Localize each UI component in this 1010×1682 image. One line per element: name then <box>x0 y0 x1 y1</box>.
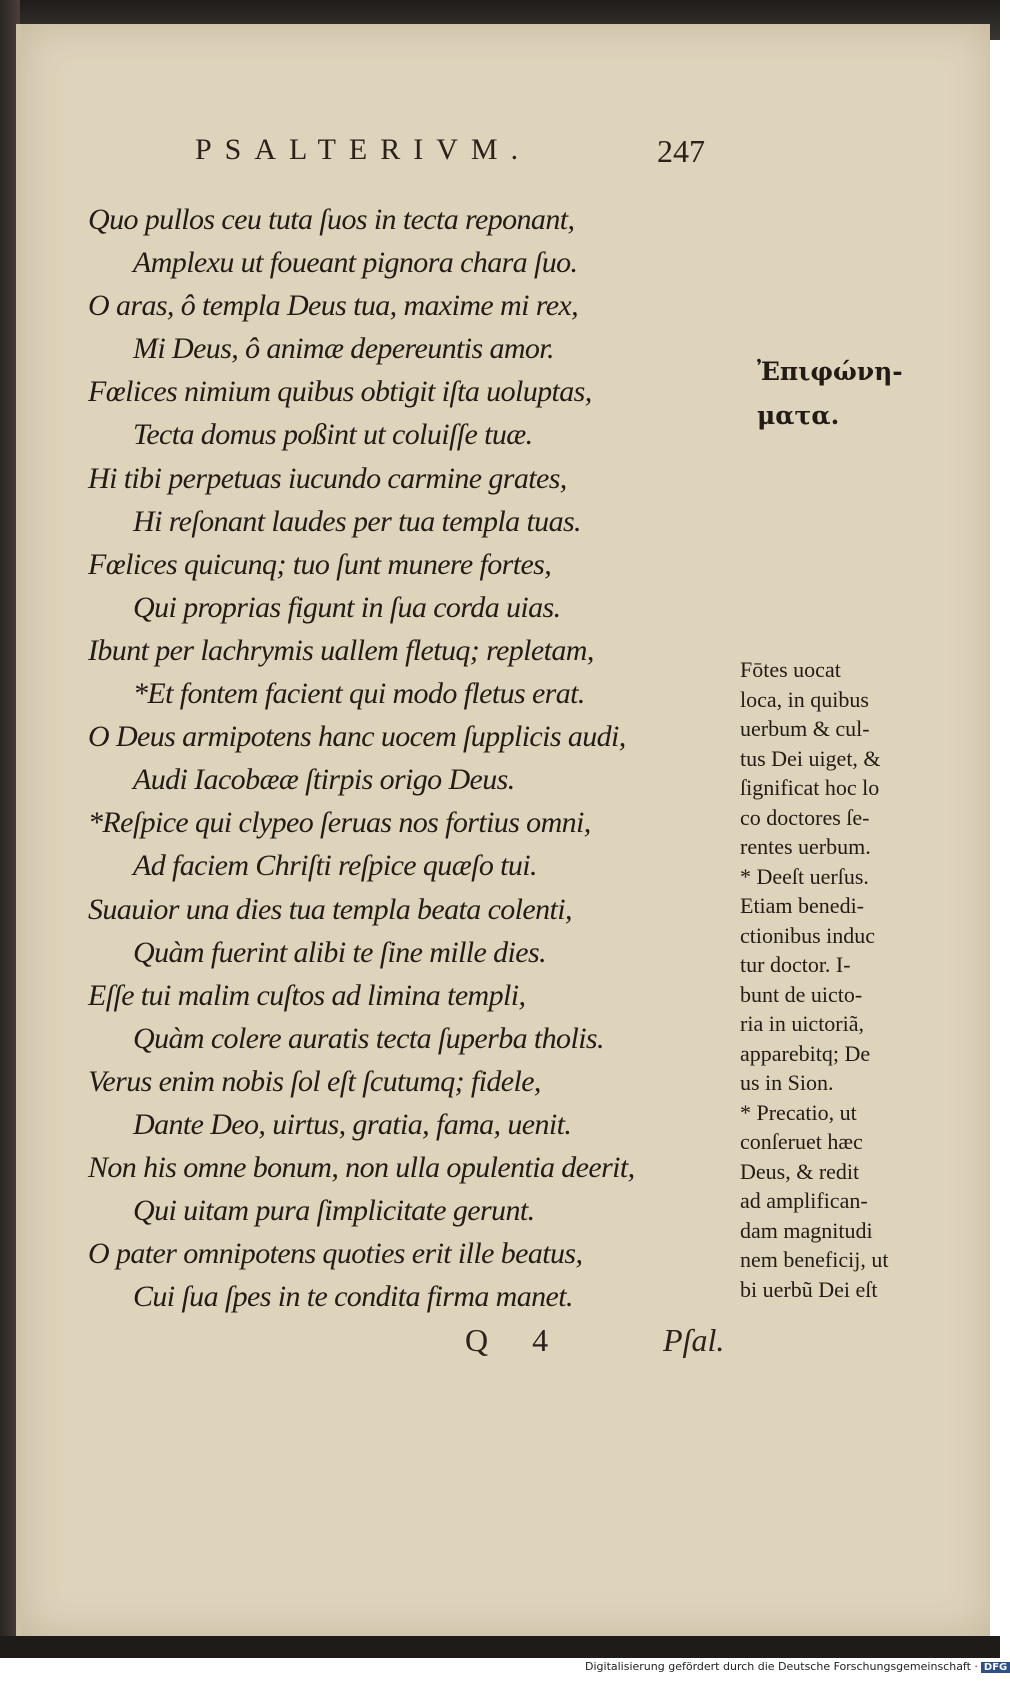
catchword: Pſal. <box>663 1322 725 1358</box>
verse-line: O Deus armipotens hanc uocem ſupplicis audi, <box>88 720 626 754</box>
verse-line: Amplexu ut foueant pignora chara ſuo. <box>133 246 578 280</box>
verse-line: Verus enim nobis ſol eſt ſcutumq; fidele, <box>88 1064 541 1098</box>
page-number: 247 <box>657 133 705 169</box>
verse-line: O pater omnipotens quoties erit ille beatus, <box>88 1237 583 1271</box>
verse-line: Audi Iacobææ ſtirpis origo Deus. <box>133 763 515 797</box>
commentary-line: co doctores ſe- <box>740 804 870 830</box>
verse-line: Mi Deus, ô animæ depereuntis amor. <box>133 332 554 366</box>
verse-line: Quàm colere auratis tecta ſuperba tholis. <box>133 1021 604 1055</box>
dfg-logo: DFG <box>981 1662 1010 1673</box>
commentary-line: rentes uerbum. <box>740 834 871 859</box>
commentary-line: * Precatio, ut <box>740 1099 857 1125</box>
verse-line: Eſſe tui malim cuſtos ad limina templi, <box>88 978 526 1012</box>
marginal-commentary <box>740 655 930 1304</box>
verse-line: *Et fontem facient qui modo fletus erat. <box>133 677 585 711</box>
verse-line: Dante Deo, uirtus, gratia, fama, uenit. <box>133 1107 572 1141</box>
verse-line: *Reſpice qui clypeo ſeruas nos fortius omni, <box>88 806 591 840</box>
verse-line: Cui ſua ſpes in te condita firma manet. <box>133 1280 573 1314</box>
commentary-line: loca, in quibus <box>740 686 869 712</box>
verse-line: Hi reſonant laudes per tua templa tuas. <box>133 504 581 538</box>
greek-note-line: Ἐπιφώνη- <box>757 357 903 386</box>
scan-background-bottom <box>0 1636 1000 1658</box>
verse-line: Hi tibi perpetuas iucundo carmine grates, <box>88 461 567 495</box>
signature-mark: Q 4 <box>465 1322 567 1358</box>
verse-line: Suauior una dies tua templa beata colenti, <box>88 892 572 926</box>
commentary-line: ad amplifican- <box>740 1188 868 1213</box>
commentary-line: Fōtes uocat <box>740 657 841 682</box>
commentary-line: Etiam benedi- <box>740 893 865 918</box>
verse-block <box>88 198 718 1318</box>
verse-line: Ibunt per lachrymis uallem fletuq; repletam, <box>88 633 594 667</box>
commentary-line: dam magnitudi <box>740 1217 873 1243</box>
digitization-credit <box>585 1660 1010 1673</box>
credit-text: Digitalisierung gefördert durch die Deutsche Forschungsgemeinschaft · <box>585 1660 978 1673</box>
verse-line: Ad faciem Chriſti reſpice quæſo tui. <box>133 849 537 883</box>
commentary-line: nem beneficij, ut <box>740 1247 889 1272</box>
commentary-line: bi uerbũ Dei eſt <box>740 1276 878 1302</box>
verse-line: Non his omne bonum, non ulla opulentia deerit, <box>88 1151 635 1185</box>
verse-line: Qui uitam pura ſimplicitate gerunt. <box>133 1194 535 1228</box>
commentary-line: uerbum & cul- <box>740 716 870 741</box>
greek-note-line: ματα. <box>757 401 840 430</box>
commentary-line: ctionibus induc <box>740 922 876 948</box>
commentary-line: ſignificat hoc lo <box>740 775 880 800</box>
verse-line: Fœlices quicunq; tuo ſunt munere fortes, <box>88 547 552 581</box>
commentary-line: tur doctor. I- <box>740 952 851 977</box>
commentary-line: bunt de uicto- <box>740 981 863 1007</box>
commentary-line: tus Dei uiget, & <box>740 745 881 771</box>
commentary-line: ria in uictoriã, <box>740 1011 865 1036</box>
commentary-line: * Deeſt uerſus. <box>740 863 869 889</box>
running-head: PSALTERIVM. <box>195 133 532 166</box>
commentary-line: conſeruet hæc <box>740 1129 863 1154</box>
verse-line: O aras, ô templa Deus tua, maxime mi rex, <box>88 289 579 323</box>
verse-line: Tecta domus poßint ut coluiſſe tuæ. <box>133 418 533 452</box>
commentary-line: apparebitq; De <box>740 1040 871 1066</box>
verse-line: Quo pullos ceu tuta ſuos in tecta reponant, <box>88 203 575 236</box>
commentary-line: us in Sion. <box>740 1070 834 1095</box>
verse-line: Qui proprias figunt in ſua corda uias. <box>133 590 561 624</box>
verse-line: Quàm fuerint alibi te ſine mille dies. <box>133 935 546 969</box>
greek-marginal-note <box>757 350 927 438</box>
commentary-line: Deus, & redit <box>740 1158 860 1184</box>
verse-line: Fœlices nimium quibus obtigit iſta uoluptas, <box>88 375 592 409</box>
